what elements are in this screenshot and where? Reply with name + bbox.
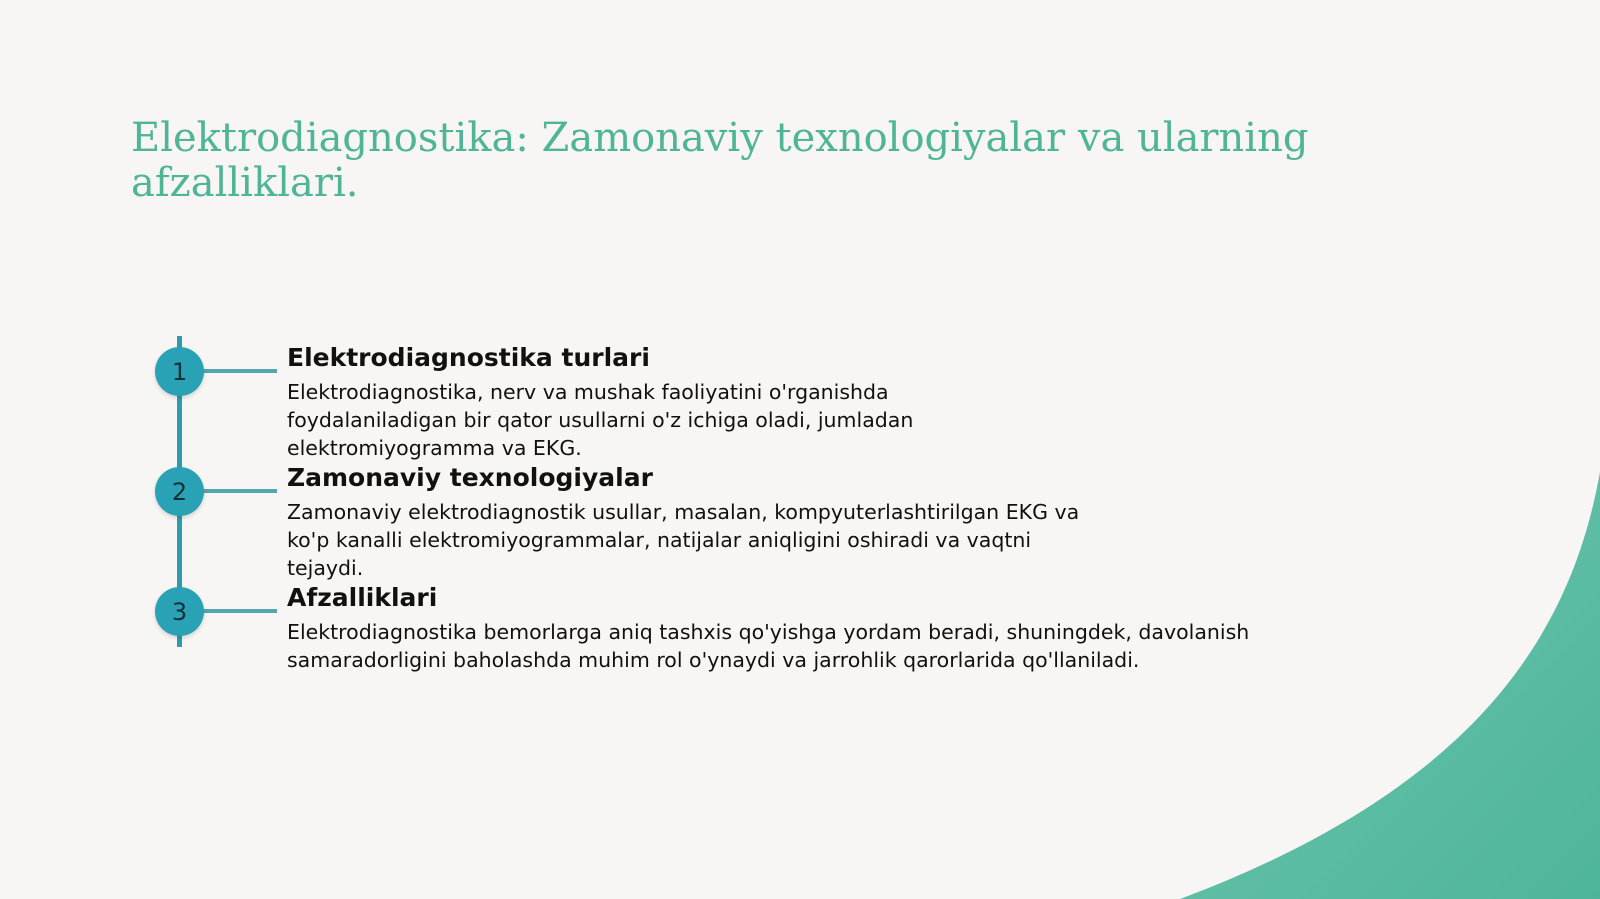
step-number-badge: 1: [155, 347, 204, 396]
step-description: Elektrodiagnostika, nerv va mushak faoliyatini o'rganishda foydalaniladigan bir qator usullarni o'z ichiga oladi, jumladan elektromiyogramma va EKG.: [287, 380, 914, 460]
step-description: Elektrodiagnostika bemorlarga aniq tashxis qo'yishga yordam beradi, shuningdek, davolanish samaradorligini baholashda muhim rol o'ynaydi va jarrohlik qarorlarida qo'llaniladi.: [287, 620, 1250, 672]
timeline-connector: [197, 609, 277, 613]
timeline-step: [287, 462, 1112, 582]
step-heading: Elektrodiagnostika turlari: [287, 343, 650, 372]
slide-title: Elektrodiagnostika: Zamonaviy texnologiyalar va ularning afzalliklari.: [131, 115, 1309, 206]
timeline-step: [287, 582, 1337, 674]
timeline-step: [287, 342, 987, 462]
step-heading: Zamonaviy texnologiyalar: [287, 463, 653, 492]
step-number-badge: 3: [155, 587, 204, 636]
timeline-connector: [197, 489, 277, 493]
timeline-connector: [197, 369, 277, 373]
step-number-badge: 2: [155, 467, 204, 516]
step-heading: Afzalliklari: [287, 583, 438, 612]
step-description: Zamonaviy elektrodiagnostik usullar, masalan, kompyuterlashtirilgan EKG va ko'p kanalli elektromiyogrammalar, natijalar aniqligini oshiradi va vaqtni tejaydi.: [287, 500, 1080, 580]
